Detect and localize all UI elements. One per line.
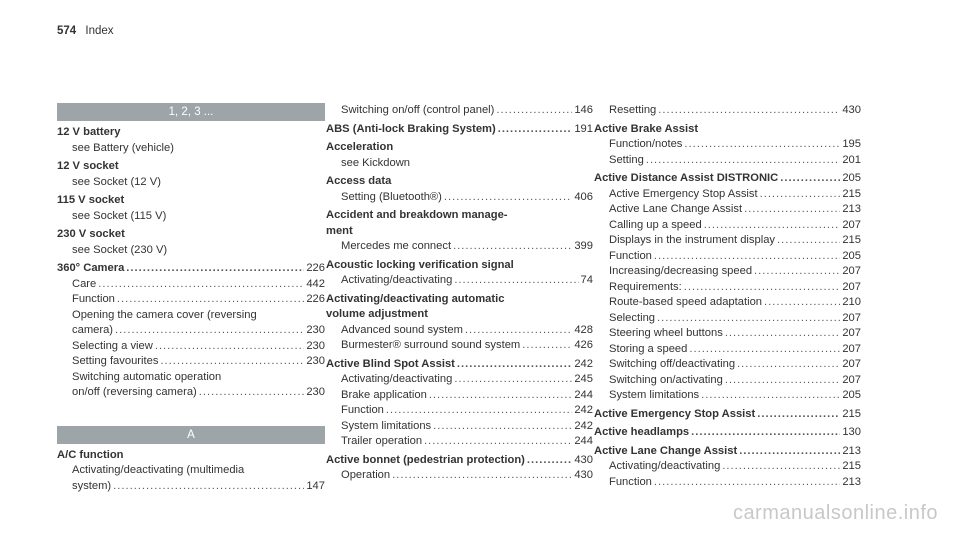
index-entry (594, 103, 861, 119)
subentry-text: Function (72, 293, 115, 305)
subentry-line (594, 342, 861, 358)
subentry-text: Steering wheel buttons (609, 327, 723, 339)
page-ref[interactable]: 215 (842, 460, 861, 472)
subentry-line (326, 323, 593, 339)
entry-heading-line (594, 444, 861, 460)
page-ref[interactable]: 195 (842, 138, 861, 150)
page-ref[interactable]: 230 (306, 386, 325, 398)
entry-heading-line (326, 174, 593, 190)
subentry-text: Mercedes me connect (341, 240, 452, 252)
page-ref[interactable]: 207 (842, 280, 861, 293)
subentry-text: Switching automatic operation (72, 370, 222, 383)
index-entry (326, 103, 593, 119)
index-entry (594, 407, 861, 423)
page-ref[interactable]: 205 (842, 249, 861, 262)
entry-heading: 12 V battery (57, 126, 121, 138)
leader-dots (654, 475, 840, 491)
subentry-text: Opening the camera cover (reversing (72, 308, 257, 321)
leader-dots (160, 354, 304, 370)
subentry-text: see Kickdown (341, 156, 411, 169)
subentry-text: System limitations (609, 389, 700, 401)
entry-heading-line (57, 159, 325, 175)
subentry-text: Trailer operation (341, 435, 423, 447)
leader-dots (658, 103, 840, 119)
page-ref[interactable]: 215 (842, 187, 861, 200)
entry-heading-line (57, 193, 325, 209)
subentry-line (326, 468, 593, 484)
leader-dots (386, 403, 572, 419)
entry-heading: 115 V socket (57, 194, 125, 206)
leader-dots (691, 425, 840, 441)
watermark: carmanualsonline.info (732, 502, 938, 524)
entry-heading: Acoustic locking verification signal (326, 258, 514, 271)
subentry-line (57, 385, 325, 401)
leader-dots (465, 323, 572, 339)
page-ref[interactable]: 226 (306, 262, 325, 274)
page-ref[interactable]: 442 (306, 277, 325, 290)
index-column-2 (326, 103, 593, 487)
index-entry (326, 122, 593, 138)
entry-heading-cont: ment (326, 224, 353, 237)
subentry-line (57, 479, 325, 495)
subentry-line (326, 419, 593, 435)
subentry-line (326, 338, 593, 354)
leader-dots (522, 338, 572, 354)
page-ref[interactable]: 74 (580, 274, 593, 286)
subentry-line (326, 156, 593, 172)
subentry-text: Active Emergency Stop Assist (609, 187, 758, 200)
subentry-text: Calling up a speed (609, 218, 702, 231)
subentry-text: Activating/deactivating (609, 460, 721, 472)
subentry-text: Switching off/deactivating (609, 358, 736, 370)
subentry-text: Activating/deactivating (341, 373, 453, 385)
index-entry (594, 122, 861, 169)
page-ref[interactable]: 147 (306, 479, 325, 492)
leader-dots (657, 311, 840, 327)
subentry-line (594, 357, 861, 373)
subentry-text: Increasing/decreasing speed (609, 265, 753, 277)
page-ref[interactable]: 191 (574, 122, 593, 135)
subentry-line (594, 103, 861, 119)
index-column-3 (594, 103, 861, 493)
page-ref[interactable]: 205 (842, 389, 861, 401)
index-entry (594, 425, 861, 441)
subentry-line (594, 326, 861, 342)
subentry-line (594, 311, 861, 327)
leader-dots (777, 233, 840, 249)
leader-dots (704, 218, 841, 234)
entry-heading-line (594, 122, 861, 138)
entry-heading-line (57, 227, 325, 243)
subentry-text: Care (72, 277, 97, 290)
page-ref[interactable]: 242 (574, 419, 593, 432)
leader-dots (424, 434, 572, 450)
subentry-text: Setting (609, 153, 644, 166)
page-ref[interactable]: 230 (306, 355, 325, 367)
subentry-text: Displays in the instrument display (609, 234, 776, 246)
subentry-text: Operation (341, 469, 391, 481)
subentry-line (326, 434, 593, 450)
page-ref[interactable]: 130 (842, 426, 861, 438)
leader-dots (199, 385, 305, 401)
entry-heading-line (326, 357, 593, 373)
subentry-text: Advanced sound system (341, 323, 463, 336)
page-ref[interactable]: 428 (574, 323, 593, 336)
entry-heading: Active Lane Change Assist (594, 444, 738, 457)
section-header: 1, 2, 3 ... (57, 103, 325, 121)
subentry-line (594, 218, 861, 234)
leader-dots (646, 153, 840, 169)
page-ref[interactable]: 226 (306, 293, 325, 305)
subentry-line (326, 103, 593, 119)
subentry-line (57, 141, 325, 157)
entry-heading-line (326, 140, 593, 156)
subentry-text: Selecting (609, 311, 656, 324)
leader-dots (739, 444, 840, 460)
index-entry (326, 357, 593, 450)
entry-heading: Activating/deactivating automatic (326, 292, 505, 305)
entry-heading: ABS (Anti-lock Braking System) (326, 122, 496, 135)
subentry-line (594, 459, 861, 475)
entry-heading-line (594, 407, 861, 423)
page-ref[interactable]: 146 (574, 104, 593, 116)
entry-heading: A/C function (57, 448, 124, 461)
leader-dots (429, 388, 573, 404)
section-header: A (57, 426, 325, 444)
page-ref[interactable]: 213 (842, 444, 861, 457)
index-entry (326, 292, 593, 354)
page-header (57, 25, 114, 37)
subentry-text: Burmester® surround sound system (341, 339, 521, 351)
subentry-line (594, 249, 861, 265)
entry-heading: Accident and breakdown manage- (326, 209, 508, 221)
leader-dots (117, 292, 304, 308)
subentry-line (57, 175, 325, 191)
page-ref[interactable]: 406 (574, 190, 593, 203)
entry-heading-line (57, 448, 325, 464)
leader-dots (689, 342, 840, 358)
leader-dots (654, 249, 840, 265)
index-entry (326, 258, 593, 289)
page-ref[interactable]: 230 (306, 339, 325, 352)
leader-dots (98, 277, 304, 293)
leader-dots (126, 261, 304, 277)
page-ref[interactable]: 207 (842, 358, 861, 370)
subentry-line (594, 137, 861, 153)
subentry-line (57, 292, 325, 308)
entry-heading: Active Brake Assist (594, 122, 699, 135)
leader-dots (444, 190, 572, 206)
subentry-text-cont: system) (72, 479, 112, 492)
entry-heading: 12 V socket (57, 160, 119, 172)
subentry-line (594, 233, 861, 249)
subentry-line (594, 295, 861, 311)
page-ref[interactable]: 430 (842, 104, 861, 116)
index-column-1 (57, 103, 325, 497)
leader-dots (392, 468, 572, 484)
page-ref[interactable]: 399 (574, 240, 593, 252)
leader-dots (684, 137, 840, 153)
page-ref[interactable]: 426 (574, 339, 593, 351)
subentry-text: Function (609, 249, 652, 262)
subentry-line (326, 239, 593, 255)
subentry-text: see Battery (vehicle) (72, 141, 174, 154)
leader-dots (754, 264, 840, 280)
page-ref[interactable]: 244 (574, 388, 593, 401)
subentry-line (594, 475, 861, 491)
leader-dots (496, 103, 572, 119)
subentry-text: Function (609, 475, 652, 488)
subentry-line (326, 388, 593, 404)
index-entry (326, 208, 593, 255)
subentry-line (594, 264, 861, 280)
subentry-line (57, 354, 325, 370)
leader-dots (780, 171, 840, 187)
page-ref[interactable]: 210 (842, 296, 861, 308)
subentry-text: Resetting (609, 104, 657, 116)
leader-dots (737, 357, 840, 373)
subentry-line (57, 323, 325, 339)
subentry-text-cont: on/off (reversing camera) (72, 386, 197, 398)
index-entry (57, 125, 325, 156)
leader-dots (757, 407, 840, 423)
page-ref[interactable]: 207 (842, 342, 861, 355)
leader-dots (725, 373, 841, 389)
entry-heading-line (326, 307, 593, 323)
index-entry (326, 140, 593, 171)
subentry-text: see Socket (115 V) (72, 209, 167, 222)
subentry-line (57, 243, 325, 259)
index-entry (57, 159, 325, 190)
entry-heading-line (326, 224, 593, 240)
leader-dots (454, 273, 578, 289)
subentry-text: Switching on/activating (609, 373, 723, 386)
subentry-line (57, 277, 325, 293)
index-entry (57, 193, 325, 224)
index-entry (594, 171, 861, 404)
subentry-text: Switching on/off (control panel) (341, 104, 495, 116)
subentry-line (594, 187, 861, 203)
subentry-text: Activating/deactivating (341, 274, 453, 286)
leader-dots (760, 187, 841, 203)
index-entry (326, 453, 593, 484)
subentry-line (594, 373, 861, 389)
subentry-text: Active Lane Change Assist (609, 203, 743, 215)
page-ref[interactable]: 215 (842, 407, 861, 420)
subentry-line (594, 388, 861, 404)
subentry-text: Brake application (341, 388, 427, 401)
page-ref[interactable]: 207 (842, 218, 861, 231)
subentry-text: see Socket (12 V) (72, 175, 161, 188)
page-ref[interactable]: 207 (842, 311, 861, 324)
leader-dots (725, 326, 841, 342)
page-ref[interactable]: 201 (842, 153, 861, 166)
page-ref[interactable]: 242 (574, 357, 593, 370)
subentry-text: Function (341, 404, 384, 416)
subentry-line (57, 339, 325, 355)
page-ref[interactable]: 215 (842, 234, 861, 246)
subentry-line (594, 202, 861, 218)
subentry-line (326, 372, 593, 388)
page-ref[interactable]: 213 (842, 475, 861, 488)
subentry-text: Route-based speed adaptation (609, 296, 763, 308)
entry-heading-line (57, 261, 325, 277)
leader-dots (115, 323, 304, 339)
page-ref[interactable]: 213 (842, 203, 861, 215)
subentry-line (326, 273, 593, 289)
leader-dots (454, 372, 572, 388)
entry-heading-line (326, 453, 593, 469)
subentry-line (326, 190, 593, 206)
page-number: 574 (57, 25, 77, 37)
leader-dots (453, 239, 572, 255)
page-ref[interactable]: 207 (842, 327, 861, 339)
leader-dots (722, 459, 840, 475)
subentry-text: Setting favourites (72, 355, 159, 367)
page-ref[interactable]: 245 (574, 373, 593, 385)
leader-dots (744, 202, 840, 218)
leader-dots (701, 388, 840, 404)
entry-heading-line (57, 125, 325, 141)
subentry-line (57, 209, 325, 225)
entry-heading-line (594, 425, 861, 441)
subentry-text: Requirements: (609, 280, 682, 293)
entry-heading-line (326, 122, 593, 138)
entry-heading: Active Blind Spot Assist (326, 357, 455, 370)
leader-dots (155, 339, 304, 355)
entry-heading: 230 V socket (57, 228, 125, 240)
page-title: Index (85, 25, 114, 37)
entry-heading-line (326, 258, 593, 274)
section-gap (57, 404, 325, 426)
leader-dots (498, 122, 573, 138)
subentry-text: Function/notes (609, 138, 683, 150)
entry-heading: Acceleration (326, 141, 394, 153)
subentry-text: Storing a speed (609, 342, 688, 355)
leader-dots (433, 419, 572, 435)
subentry-text: see Socket (230 V) (72, 243, 168, 256)
leader-dots (527, 453, 572, 469)
index-entry (326, 174, 593, 205)
page-ref[interactable]: 430 (574, 453, 593, 466)
page-ref[interactable]: 207 (842, 373, 861, 386)
page-ref[interactable]: 244 (574, 435, 593, 447)
entry-heading-line (594, 171, 861, 187)
leader-dots (113, 479, 304, 495)
entry-heading: Active bonnet (pedestrian protection) (326, 453, 525, 466)
subentry-text-cont: camera) (72, 324, 114, 336)
subentry-text: Setting (Bluetooth®) (341, 190, 442, 203)
page-ref[interactable]: 430 (574, 469, 593, 481)
subentry-text: Activating/deactivating (multimedia (72, 464, 245, 476)
index-entry (57, 448, 325, 495)
subentry-line (594, 153, 861, 169)
subentry-line (326, 403, 593, 419)
page-ref[interactable]: 230 (306, 324, 325, 336)
entry-heading: Active Distance Assist DISTRONIC (594, 172, 779, 184)
subentry-text: Selecting a view (72, 339, 153, 352)
page-ref[interactable]: 207 (842, 265, 861, 277)
index-entry (594, 444, 861, 491)
entry-heading-cont: volume adjustment (326, 308, 428, 320)
entry-heading: Access data (326, 175, 392, 187)
entry-heading: Active headlamps (594, 426, 690, 438)
leader-dots (684, 280, 841, 296)
page-ref[interactable]: 205 (842, 172, 861, 184)
entry-heading: 360° Camera (57, 262, 125, 274)
leader-dots (457, 357, 572, 373)
page-ref[interactable]: 242 (574, 404, 593, 416)
index-entry (57, 261, 325, 401)
subentry-line (594, 280, 861, 296)
subentry-text: System limitations (341, 419, 432, 432)
index-entry (57, 227, 325, 258)
leader-dots (764, 295, 840, 311)
entry-heading: Active Emergency Stop Assist (594, 407, 756, 420)
